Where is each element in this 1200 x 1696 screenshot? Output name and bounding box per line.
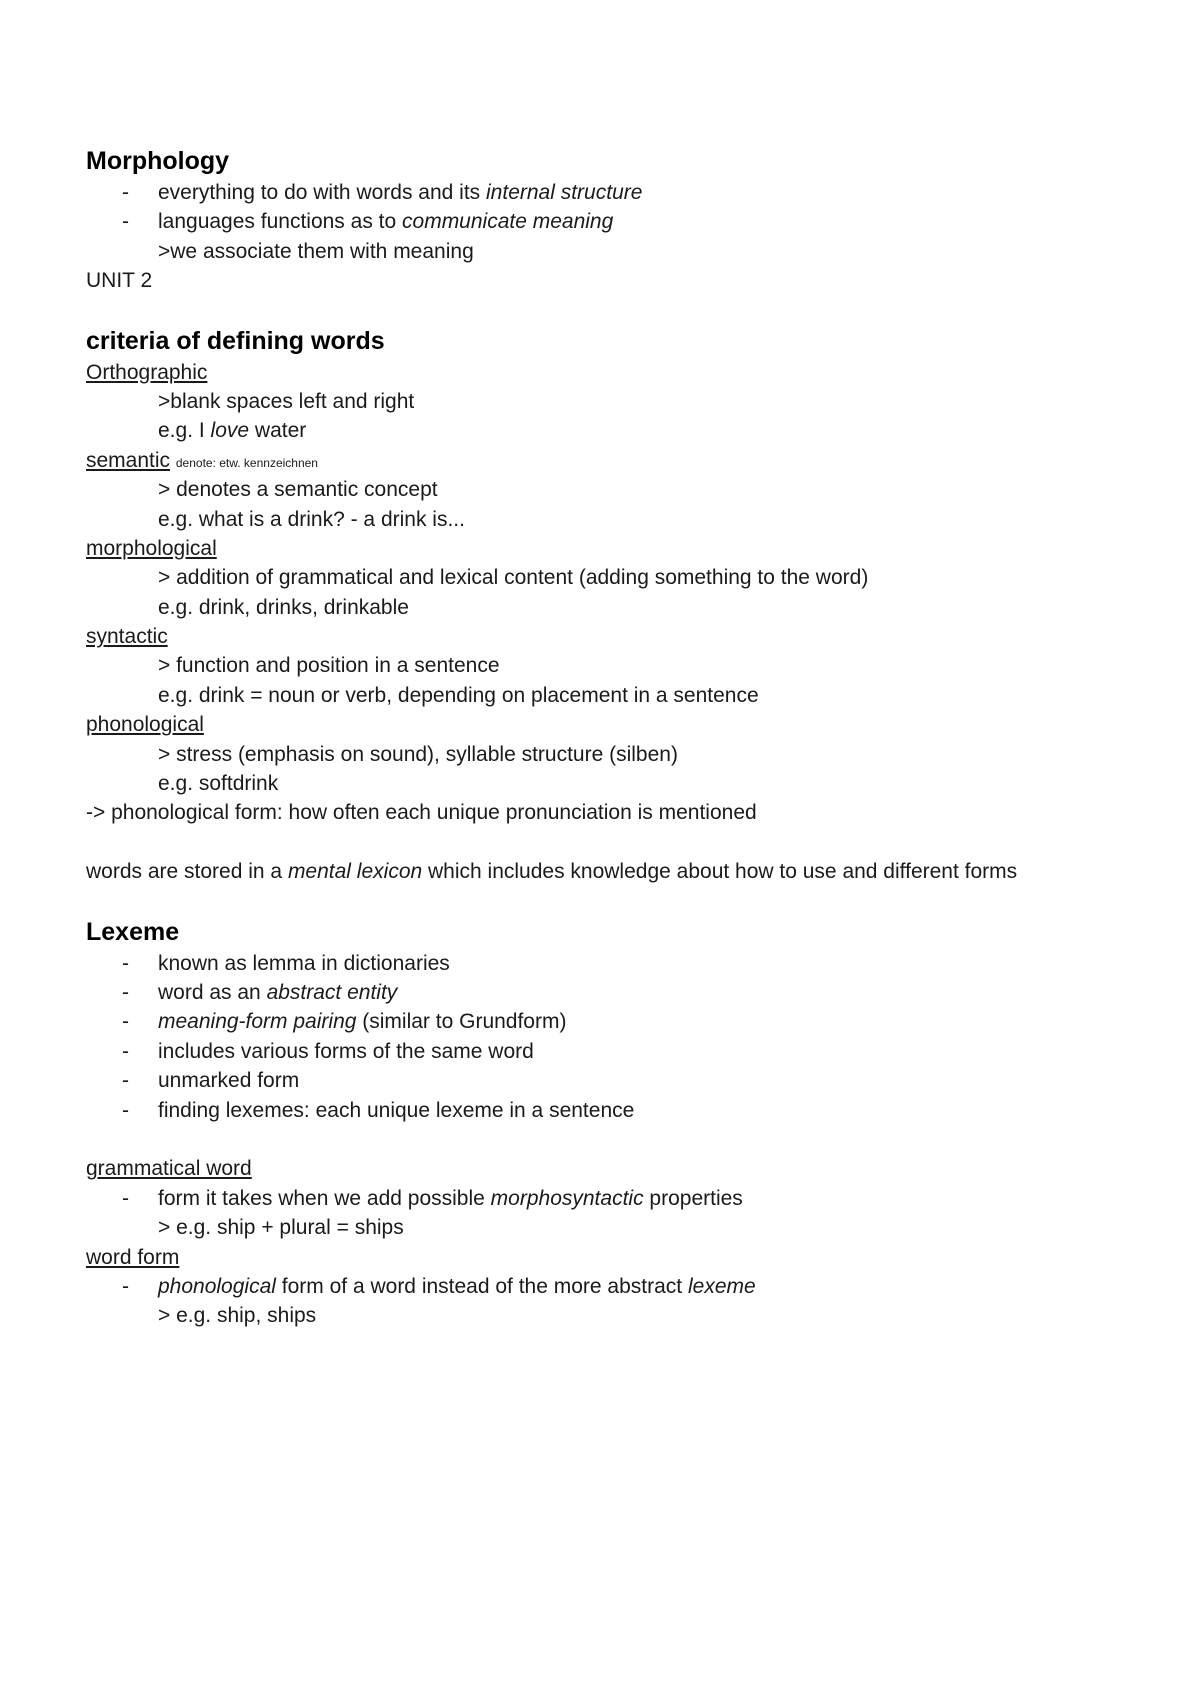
- criterion-example: e.g. drink = noun or verb, depending on placement in a sentence: [158, 683, 759, 707]
- list-item-emphasis: abstract entity: [266, 980, 398, 1004]
- side-note: denote: etw. kennzeichnen: [175, 455, 318, 470]
- list-item-text: form it takes when we add possible: [158, 1186, 491, 1210]
- bullet-dash: -: [122, 951, 129, 975]
- list-item: [86, 949, 1146, 978]
- list-item-text: finding lexemes: each unique lexeme in a sentence: [158, 1098, 635, 1122]
- list-item: [86, 1007, 1146, 1036]
- list-item: [86, 1037, 1146, 1066]
- list-item-text: properties: [643, 1186, 743, 1210]
- lexicon-text: words are stored in a: [86, 860, 288, 884]
- bullet-dash: -: [122, 980, 129, 1004]
- bullet-dash: -: [122, 1039, 129, 1063]
- bullet-dash: -: [122, 210, 129, 234]
- subheading-word-form: [86, 1243, 1146, 1272]
- criterion-label-orthographic: [86, 358, 1146, 387]
- sub-note: >we associate them with meaning: [158, 239, 474, 263]
- list-item-text: languages functions as to: [158, 210, 403, 234]
- bullet-dash: -: [122, 1010, 129, 1034]
- bullet-dash: -: [122, 1098, 129, 1122]
- spacer: [86, 1125, 1146, 1154]
- list-item-text: known as lemma in dictionaries: [158, 951, 450, 975]
- list-item-emphasis: internal structure: [486, 181, 643, 204]
- bullet-dash: -: [122, 181, 129, 204]
- list-item-emphasis: meaning-form pairing: [158, 1010, 357, 1034]
- criterion-label-semantic: [86, 446, 1146, 475]
- bullet-dash: -: [122, 1274, 129, 1298]
- list-item-emphasis: morphosyntactic: [490, 1186, 644, 1210]
- criterion-label-text: Orthographic: [86, 360, 208, 384]
- list-item: [86, 1272, 1146, 1301]
- lexicon-text: which includes knowledge about how to use and different forms: [422, 860, 1018, 884]
- example-text: water: [249, 419, 307, 443]
- criterion-example: e.g. what is a drink? - a drink is...: [158, 507, 465, 531]
- subheading-text: word form: [86, 1245, 180, 1269]
- unit-label: UNIT 2: [86, 269, 153, 293]
- criterion-example: e.g. drink, drinks, drinkable: [158, 595, 409, 619]
- heading-morphology: Morphology: [86, 147, 230, 175]
- bullet-dash: -: [122, 1186, 129, 1210]
- document-page: [86, 144, 1146, 1331]
- list-item: [86, 978, 1146, 1007]
- example-text: e.g. I: [158, 419, 211, 443]
- list-item-text: (similar to Grundform): [356, 1010, 567, 1034]
- list-item-text: form of a word instead of the more abstract: [275, 1274, 688, 1298]
- lexicon-note: [86, 857, 1146, 886]
- criterion-desc: > function and position in a sentence: [158, 654, 500, 678]
- sub-note: > e.g. ship + plural = ships: [158, 1216, 404, 1240]
- spacer: [86, 828, 1146, 857]
- list-item: [86, 178, 1146, 207]
- list-item: [86, 1096, 1146, 1125]
- criterion-label-text: morphological: [86, 536, 217, 560]
- criterion-label-syntactic: [86, 622, 1146, 651]
- criterion-label-text: syntactic: [86, 625, 168, 649]
- criterion-desc: > denotes a semantic concept: [158, 478, 438, 502]
- criterion-label-text: semantic: [86, 448, 171, 472]
- example-emphasis: love: [210, 419, 250, 443]
- criterion-example: [86, 416, 1146, 445]
- criterion-desc: >blank spaces left and right: [158, 389, 415, 413]
- list-item-text: everything to do with words and its: [158, 181, 487, 204]
- subheading-grammatical-word: [86, 1154, 1146, 1183]
- list-item-text: includes various forms of the same word: [158, 1039, 534, 1063]
- list-item-text: word as an: [158, 980, 267, 1004]
- criterion-label-text: phonological: [86, 713, 204, 737]
- heading-criteria: criteria of defining words: [86, 326, 385, 355]
- list-item: [86, 207, 1146, 236]
- list-item-emphasis: communicate meaning: [402, 210, 614, 234]
- sub-note: > e.g. ship, ships: [158, 1304, 317, 1328]
- arrow-note: -> phonological form: how often each unique pronunciation is mentioned: [86, 801, 757, 825]
- criterion-desc: > addition of grammatical and lexical content (adding something to the word): [158, 566, 869, 590]
- list-item-emphasis: lexeme: [687, 1274, 756, 1298]
- lexicon-emphasis: mental lexicon: [287, 860, 423, 884]
- criterion-desc: > stress (emphasis on sound), syllable structure (silben): [158, 742, 678, 766]
- list-item-text: unmarked form: [158, 1069, 300, 1093]
- list-item: [86, 1184, 1146, 1213]
- subheading-text: grammatical word: [86, 1157, 252, 1181]
- heading-lexeme: Lexeme: [86, 917, 180, 946]
- list-item: [86, 1066, 1146, 1095]
- criterion-label-phonological: [86, 710, 1146, 739]
- list-item-emphasis: phonological: [158, 1274, 276, 1298]
- criterion-example: e.g. softdrink: [158, 772, 279, 796]
- criterion-label-morphological: [86, 534, 1146, 563]
- bullet-dash: -: [122, 1069, 129, 1093]
